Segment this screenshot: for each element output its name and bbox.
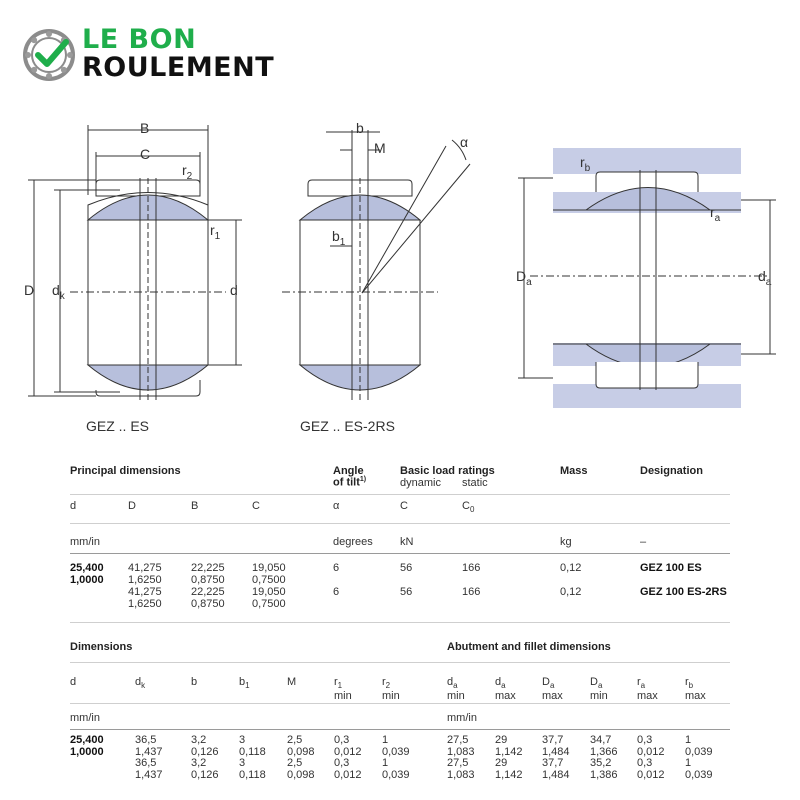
- t1-r1-alpha: 6: [333, 562, 340, 574]
- t1-r2-B: 22,225 0,8750: [191, 586, 225, 610]
- t1-group-load: Basic load ratings: [400, 465, 495, 477]
- t2-r1-M: 2,5 0,098: [287, 734, 315, 758]
- t1-group-mass: Mass: [560, 465, 588, 477]
- dim-rb-label: $r_b$: [580, 154, 591, 174]
- t1-rule-1: [70, 494, 730, 495]
- t1-group-principal: Principal dimensions: [70, 465, 181, 477]
- t2-symbol-ra: $r_a$ max: [637, 676, 658, 703]
- t1-unit-load: kN: [400, 536, 414, 548]
- t2-r2-M: 2,5 0,098: [287, 757, 315, 781]
- t2-r1-Da_max: 37,7 1,484: [542, 734, 570, 758]
- t2-r2-b1: 3 0,118: [239, 757, 266, 781]
- t1-sym-C0: $C_0$: [462, 500, 475, 515]
- t1-unit-mass: kg: [560, 536, 572, 548]
- bearing-check-icon: [22, 28, 76, 82]
- t1-r2-designation: GEZ 100 ES-2RS: [640, 586, 727, 598]
- t2-r2-da_min: 27,5 1,083: [447, 757, 475, 781]
- t1-rule-2: [70, 523, 730, 524]
- t2-r1-b: 3,2 0,126: [191, 734, 219, 758]
- view1-drawing: [28, 125, 242, 400]
- t2-r2-r1: 0,3 0,012: [334, 757, 362, 781]
- t1-r1-C: 19,050 0,7500: [252, 562, 286, 586]
- t1-r2-alpha: 6: [333, 586, 340, 598]
- t1-r1-B: 22,225 0,8750: [191, 562, 225, 586]
- t1-rule-4: [70, 622, 730, 623]
- dim-r1-label: $r_1$: [210, 222, 221, 242]
- t1-r2-Cst: 166: [462, 586, 481, 598]
- t2-r2-rb: 1 0,039: [685, 757, 713, 781]
- dim-b-label: b: [356, 120, 364, 136]
- t2-r1-dk: 36,5 1,437: [135, 734, 163, 758]
- t1-r2-C: 19,050 0,7500: [252, 586, 286, 610]
- dim-ra-label: $r_a$: [710, 204, 721, 224]
- t2-r2-dk: 36,5 1,437: [135, 757, 163, 781]
- bearing-drawings: [0, 100, 800, 440]
- t2-r1-r1: 0,3 0,012: [334, 734, 362, 758]
- view2-caption: GEZ .. ES-2RS: [300, 418, 395, 434]
- t2-symbol-M: M: [287, 676, 297, 688]
- t1-sym-C: C: [252, 500, 260, 512]
- dim-Da-label: $D_a$: [516, 268, 532, 288]
- dim-alpha-label: α: [460, 134, 469, 150]
- t1-r1-Cst: 166: [462, 562, 481, 574]
- t2-symbol-r1: $r_1$ min: [334, 676, 352, 703]
- t1-group-designation: Designation: [640, 465, 703, 477]
- t1-unit-designation: –: [640, 536, 647, 548]
- t2-r1-r2: 1 0,039: [382, 734, 410, 758]
- t1-group-angle-2: of tilt$^{1)}$: [333, 476, 367, 489]
- t2-r1-rb: 1 0,039: [685, 734, 713, 758]
- logo-line-2: ROULEMENT: [82, 52, 275, 83]
- t1-r2-Cdyn: 56: [400, 586, 413, 598]
- t1-sym-Cdyn: C: [400, 500, 408, 512]
- t2-unit-left: mm/in: [70, 712, 100, 724]
- t2-r2-r2: 1 0,039: [382, 757, 410, 781]
- dim-r2-label: $r_2$: [182, 162, 193, 182]
- t2-r1-ra: 0,3 0,012: [637, 734, 665, 758]
- t2-r2-b: 3,2 0,126: [191, 757, 219, 781]
- dim-B-label: B: [140, 120, 150, 136]
- t1-sym-B: B: [191, 500, 199, 512]
- dim-dk-label: $d_k$: [52, 282, 65, 302]
- t1-unit-angle: degrees: [333, 536, 373, 548]
- t1-r1-D: 41,275 1,6250: [128, 562, 162, 586]
- view2-drawing: [282, 130, 470, 400]
- t2-r1-da_max: 29 1,142: [495, 734, 523, 758]
- t2-symbol-r2: $r_2$ min: [382, 676, 400, 703]
- t2-symbol-da_max: $d_a$ max: [495, 676, 516, 703]
- dim-M-label: M: [374, 140, 386, 156]
- t2-rule-3: [70, 729, 730, 730]
- t1-load-static: static: [462, 477, 488, 489]
- dim-D-label: D: [24, 282, 35, 298]
- dim-b1-label: $b_1$: [332, 228, 346, 248]
- dim-C-label: C: [140, 146, 151, 162]
- t1-sym-alpha: α: [333, 500, 340, 512]
- t2-group-dimensions: Dimensions: [70, 641, 133, 653]
- t2-symbol-dk: $d_k$: [135, 676, 146, 691]
- t2-symbol-b: b: [191, 676, 198, 688]
- t2-r1-b1: 3 0,118: [239, 734, 266, 758]
- t2-symbol-d: d: [70, 676, 77, 688]
- t1-sym-D: D: [128, 500, 136, 512]
- t1-load-dynamic: dynamic: [400, 477, 441, 489]
- dim-da-label: $d_a$: [758, 268, 772, 288]
- t2-r2-da_max: 29 1,142: [495, 757, 523, 781]
- t1-r1-designation: GEZ 100 ES: [640, 562, 702, 574]
- t2-unit-right: mm/in: [447, 712, 477, 724]
- t2-r1-Da_min: 34,7 1,366: [590, 734, 618, 758]
- t2-rule-2: [70, 703, 730, 704]
- view3-drawing: [518, 148, 776, 408]
- t2-symbol-da_min: $d_a$ min: [447, 676, 465, 703]
- t1-unit-dims: mm/in: [70, 536, 100, 548]
- t2-r2-Da_max: 37,7 1,484: [542, 757, 570, 781]
- t2-symbol-rb: $r_b$ max: [685, 676, 706, 703]
- t1-r2-D: 41,275 1,6250: [128, 586, 162, 610]
- t2-r1-d: 25,400 1,0000: [70, 734, 104, 758]
- t2-group-abutment: Abutment and fillet dimensions: [447, 641, 611, 653]
- t2-rule-1: [70, 662, 730, 663]
- t1-r1-d: 25,400 1,0000: [70, 562, 104, 586]
- t2-r1-da_min: 27,5 1,083: [447, 734, 475, 758]
- logo-line-1: LE BON: [82, 24, 197, 55]
- t1-r1-mass: 0,12: [560, 562, 582, 574]
- t2-symbol-b1: $b_1$: [239, 676, 250, 691]
- t2-symbol-Da_min: $D_a$ min: [590, 676, 608, 703]
- t2-r2-ra: 0,3 0,012: [637, 757, 665, 781]
- dim-d-label: d: [230, 282, 238, 298]
- t1-r1-Cdyn: 56: [400, 562, 413, 574]
- view1-caption: GEZ .. ES: [86, 418, 150, 434]
- t1-sym-d: d: [70, 500, 77, 512]
- t2-symbol-Da_max: $D_a$ max: [542, 676, 563, 703]
- t2-r2-Da_min: 35,2 1,386: [590, 757, 618, 781]
- t1-group-angle: Angle: [333, 465, 364, 477]
- t1-rule-3: [70, 553, 730, 554]
- t1-r2-mass: 0,12: [560, 586, 582, 598]
